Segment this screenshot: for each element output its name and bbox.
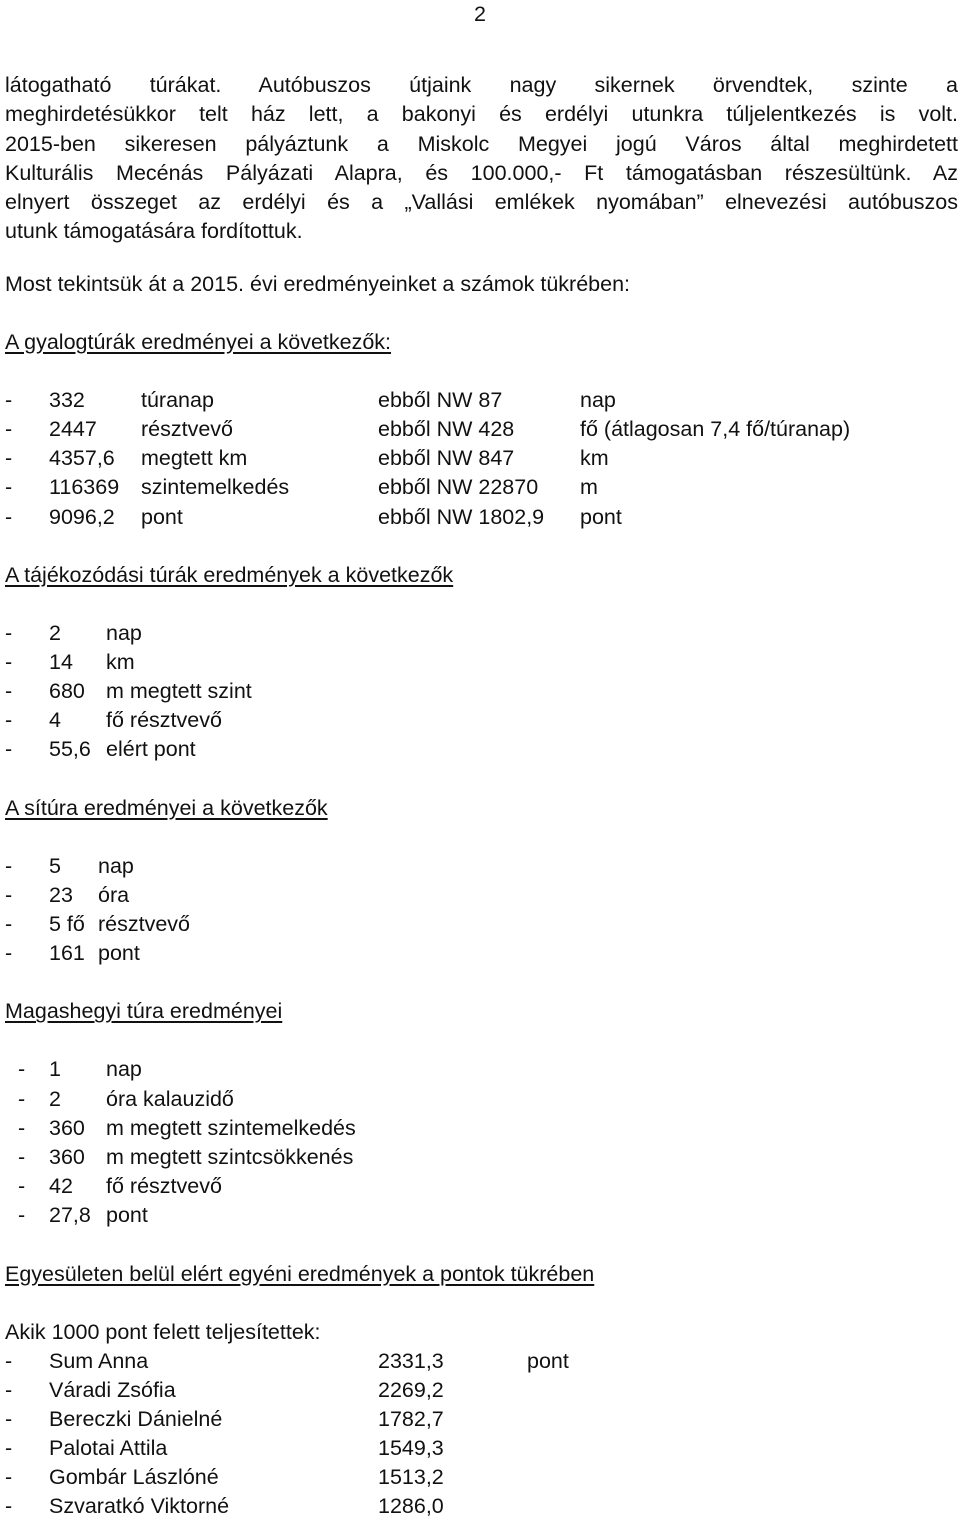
hiking-nw-value: ebből NW 847: [378, 446, 515, 471]
list-item: [5, 473, 958, 502]
orienteering-label: nap: [106, 620, 142, 645]
list-item: [5, 1376, 958, 1405]
list-dash: -: [18, 1057, 26, 1082]
ski-value: 5: [49, 853, 61, 878]
hiking-label: pont: [141, 504, 183, 529]
list-item: [5, 415, 958, 444]
list-dash: -: [5, 1465, 13, 1490]
list-item: [5, 881, 958, 910]
person-name: Váradi Zsófia: [49, 1377, 176, 1402]
highmountain-value: 360: [49, 1115, 85, 1140]
person-name: Palotai Attila: [49, 1436, 168, 1461]
list-item: [5, 1405, 958, 1434]
page-number: 2: [474, 2, 486, 26]
list-dash: -: [5, 737, 13, 762]
orienteering-label: fő résztvevő: [106, 708, 222, 733]
list-dash: -: [5, 708, 13, 733]
person-name: Szvaratkó Viktorné: [49, 1494, 230, 1519]
hiking-unit: pont: [580, 504, 622, 529]
hiking-label: résztvevő: [141, 416, 234, 441]
hiking-label: túranap: [141, 387, 214, 412]
ski-label: nap: [98, 853, 134, 878]
list-item: [5, 1434, 958, 1463]
hiking-nw-value: ebből NW 1802,9: [378, 504, 545, 529]
ski-label: óra: [98, 882, 130, 907]
hiking-value: 2447: [49, 416, 97, 441]
orienteering-value: 2: [49, 620, 61, 645]
list-item: [5, 1347, 958, 1376]
highmountain-label: óra kalauzidő: [106, 1086, 234, 1111]
person-name: Gombár Lászlóné: [49, 1465, 219, 1490]
list-item: [5, 1172, 958, 1201]
list-dash: -: [5, 1436, 13, 1461]
ski-value: 5 fő: [49, 912, 85, 937]
highmountain-value: 42: [49, 1174, 73, 1199]
list-dash: -: [5, 882, 13, 907]
list-dash: -: [5, 446, 13, 471]
highmountain-value: 2: [49, 1086, 61, 1111]
points-unit: pont: [527, 1348, 569, 1373]
list-item: [5, 735, 958, 764]
list-item: [5, 1085, 958, 1114]
list-item: [5, 1055, 958, 1084]
list-dash: -: [5, 1406, 13, 1431]
list-item: [5, 939, 958, 968]
hiking-heading: A gyalogtúrák eredményei a következők:: [5, 329, 392, 354]
hiking-results-list: [5, 386, 958, 532]
list-dash: -: [5, 649, 13, 674]
hiking-nw-value: ebből NW 87: [378, 387, 503, 412]
highmountain-label: m megtett szintcsökkenés: [106, 1144, 354, 1169]
list-item: [5, 619, 958, 648]
list-dash: -: [5, 620, 13, 645]
list-item: [5, 910, 958, 939]
list-dash: -: [5, 504, 13, 529]
highmountain-heading: Magashegyi túra eredményei: [5, 999, 283, 1024]
paragraph-line: elnyert összeget az erdélyi és a „Vallási emlékek nyomában” elnevezési autóbuszos: [5, 190, 958, 215]
list-dash: -: [5, 416, 13, 441]
hiking-label: szintemelkedés: [141, 475, 290, 500]
ski-results-list: [5, 852, 958, 969]
paragraph-line: 2015-ben sikeresen pályáztunk a Miskolc Megyei jogú Város által meghirdetett: [5, 131, 958, 156]
list-item: [5, 1143, 958, 1172]
hiking-label: megtett km: [141, 446, 248, 471]
person-points: 1286,0: [378, 1494, 444, 1519]
list-dash: -: [18, 1144, 26, 1169]
ski-heading: A sítúra eredményei a következők: [5, 795, 328, 820]
list-dash: -: [5, 679, 13, 704]
highmountain-value: 1: [49, 1057, 61, 1082]
list-item: [5, 503, 958, 532]
highmountain-results-list: [5, 1055, 958, 1230]
orienteering-value: 680: [49, 679, 85, 704]
paragraph-line: meghirdetésükkor telt ház lett, a bakonyi és erdélyi utunkra túljelentkezés is volt.: [5, 102, 958, 127]
hiking-unit: m: [580, 475, 598, 500]
paragraph-line: Kulturális Mecénás Pályázati Alapra, és 100.000,- Ft támogatásban részesültünk. Az: [5, 160, 958, 185]
list-item: [5, 386, 958, 415]
ski-value: 23: [49, 882, 73, 907]
highmountain-label: m megtett szintemelkedés: [106, 1115, 356, 1140]
document-body: [5, 71, 958, 1522]
individual-heading: Egyesületen belül elért egyéni eredmények a pontok tükrében: [5, 1261, 595, 1286]
orienteering-results-list: [5, 619, 958, 765]
list-item: [5, 1201, 958, 1230]
list-item: [5, 852, 958, 881]
ski-value: 161: [49, 941, 85, 966]
paragraph-line: látogatható túrákat. Autóbuszos útjaink nagy sikernek örvendtek, szinte a: [5, 73, 958, 97]
orienteering-label: km: [106, 649, 135, 674]
list-dash: -: [5, 387, 13, 412]
orienteering-heading: A tájékozódási túrák eredmények a következők: [5, 562, 454, 587]
list-dash: -: [5, 1348, 13, 1373]
ski-label: pont: [98, 941, 140, 966]
highmountain-label: fő résztvevő: [106, 1174, 222, 1199]
orienteering-label: m megtett szint: [106, 679, 252, 704]
hiking-nw-value: ebből NW 22870: [378, 475, 539, 500]
ski-label: résztvevő: [98, 912, 191, 937]
orienteering-value: 55,6: [49, 737, 91, 762]
list-dash: -: [5, 1377, 13, 1402]
hiking-unit: km: [580, 446, 609, 471]
hiking-unit: fő (átlagosan 7,4 fő/túranap): [580, 416, 851, 441]
intro-sentence: Most tekintsük át a 2015. évi eredményeinket a számok tükrében:: [5, 271, 631, 296]
list-dash: -: [5, 853, 13, 878]
list-item: [5, 648, 958, 677]
list-item: [5, 677, 958, 706]
highmountain-value: 27,8: [49, 1203, 91, 1228]
person-name: Sum Anna: [49, 1348, 149, 1373]
person-name: Bereczki Dánielné: [49, 1406, 223, 1431]
list-dash: -: [5, 1494, 13, 1519]
person-points: 2331,3: [378, 1348, 444, 1373]
person-points: 1549,3: [378, 1436, 444, 1461]
list-item: [5, 1114, 958, 1143]
hiking-nw-value: ebből NW 428: [378, 416, 515, 441]
list-dash: -: [5, 941, 13, 966]
person-points: 1513,2: [378, 1465, 444, 1490]
intro-paragraph: [5, 71, 958, 247]
hiking-value: 9096,2: [49, 504, 115, 529]
individual-subheading: Akik 1000 pont felett teljesítettek:: [5, 1319, 321, 1344]
list-dash: -: [18, 1115, 26, 1140]
hiking-value: 332: [49, 387, 85, 412]
person-points: 2269,2: [378, 1377, 444, 1402]
person-points: 1782,7: [378, 1406, 444, 1431]
hiking-value: 4357,6: [49, 446, 115, 471]
list-item: [5, 444, 958, 473]
hiking-unit: nap: [580, 387, 616, 412]
paragraph-line: utunk támogatására fordítottuk.: [5, 219, 303, 244]
orienteering-label: elért pont: [106, 737, 196, 762]
list-dash: -: [18, 1086, 26, 1111]
list-dash: -: [5, 475, 13, 500]
list-dash: -: [18, 1203, 26, 1228]
list-item: [5, 1492, 958, 1521]
list-dash: -: [5, 912, 13, 937]
individual-results-list: [5, 1347, 958, 1522]
highmountain-label: nap: [106, 1057, 142, 1082]
orienteering-value: 14: [49, 649, 73, 674]
highmountain-value: 360: [49, 1144, 85, 1169]
list-dash: -: [18, 1174, 26, 1199]
list-item: [5, 1463, 958, 1492]
orienteering-value: 4: [49, 708, 61, 733]
list-item: [5, 706, 958, 735]
highmountain-label: pont: [106, 1203, 148, 1228]
hiking-value: 116369: [49, 475, 120, 500]
